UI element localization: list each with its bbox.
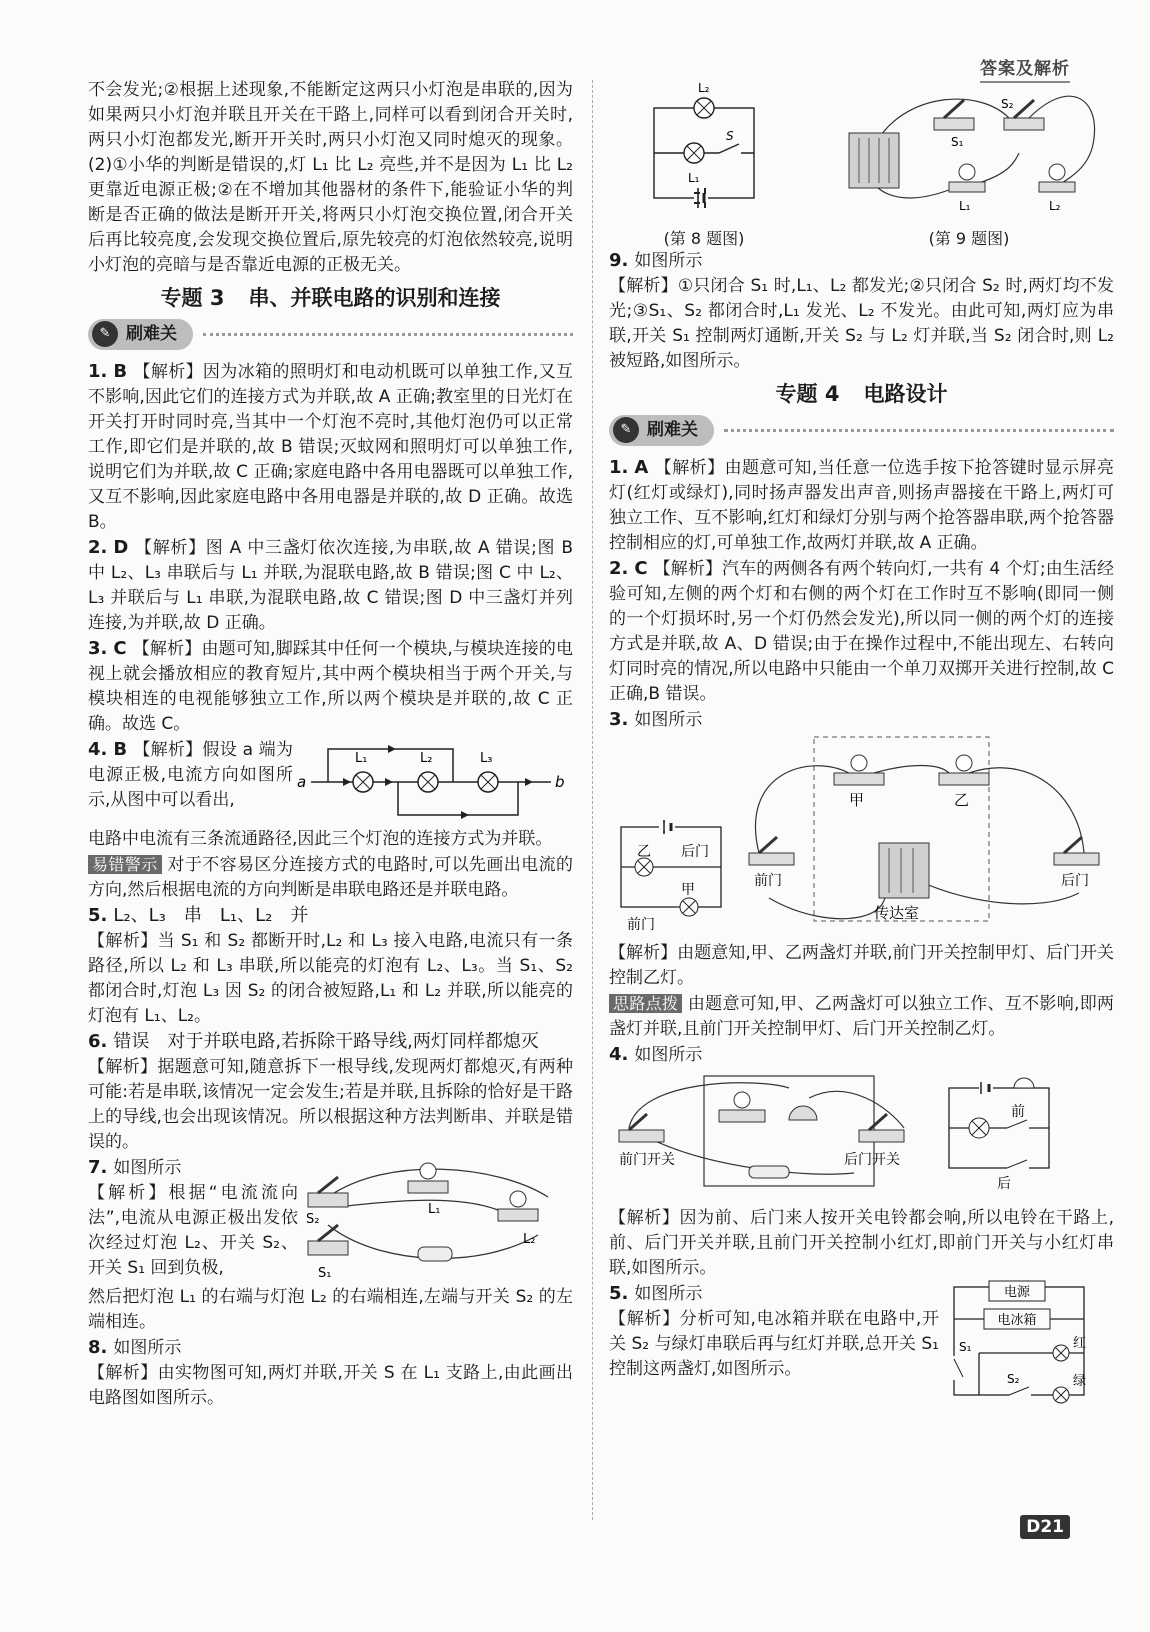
answer: C <box>113 638 127 659</box>
explanation: 【解析】由实物图可知,两灯并联,开关 S 在 L₁ 支路上,由此画出电路图如图所示。 <box>88 1363 573 1408</box>
q5-green-label: 绿 <box>1073 1374 1087 1389</box>
fig9-l2-label: L₂ <box>1049 199 1061 213</box>
question-number: 5. <box>88 905 108 926</box>
design-question-3-head <box>609 707 1114 733</box>
question-number: 7. <box>88 1157 108 1178</box>
q4-qian-label: 前 <box>1011 1104 1025 1120</box>
question-number: 2. <box>609 558 629 579</box>
question-number: 3. <box>609 709 629 730</box>
question-4 <box>88 737 573 827</box>
answer: 如图所示 <box>113 1338 182 1358</box>
explanation: 【解析】由题可知,脚踩其中任何一个模块,与模块连接的电视上就会播放相应的教育短片,其中两个模块相当于两个开关,与模块相连的电视能够独立工作,所以两个模块是并联的,故 C 正确。故选 C。 <box>88 639 573 734</box>
q3-qianmen-label: 前门 <box>627 917 655 933</box>
column-divider <box>592 80 593 1520</box>
page-number: D21 <box>1020 1515 1070 1539</box>
q3-back-switch-label: 后门 <box>1061 873 1089 889</box>
topic-title: 串、并联电路的识别和连接 <box>248 286 501 310</box>
question-number: 6. <box>88 1031 108 1052</box>
explanation: 【解析】分析可知,电冰箱并联在电路中,开关 S₂ 与绿灯串联后再与红灯并联,总开关 S₁ 控制这两盏灯,如图所示。 <box>609 1309 939 1379</box>
fig8-s-label: S <box>726 129 734 143</box>
q4-explanation: 【解析】因为前、后门来人按开关电铃都会响,所以电铃在干路上,前、后门开关并联,且前门开关控制小红灯,即前门开关与小红灯串联,如图所示。 <box>609 1208 1114 1278</box>
design-question-2 <box>609 556 1114 707</box>
topic-4-heading <box>609 382 1114 407</box>
q4-circuit-diagram <box>293 737 563 827</box>
fig9-l1-label: L₁ <box>959 199 971 213</box>
answer: 如图所示 <box>634 1284 703 1304</box>
book-icon: ✎ <box>613 417 639 443</box>
explanation-part-a: 【解析】假设 a 端为电源正极,电流方向如图所示,从图中可以看出, <box>88 740 293 810</box>
q5-power-label: 电源 <box>1003 1285 1031 1300</box>
question-number: 9. <box>609 250 629 271</box>
q5-red-label: 红 <box>1073 1336 1087 1351</box>
q3-yi-label: 乙 <box>637 844 651 860</box>
fig9-wiring <box>829 78 1109 218</box>
answer: B <box>113 361 128 382</box>
fig9-s2-label: S₂ <box>1001 97 1014 111</box>
answer: B <box>113 739 128 760</box>
question-number: 8. <box>88 1337 108 1358</box>
answer: L₂、L₃ 串 L₁、L₂ 并 <box>113 905 309 926</box>
q4-front-switch-label: 前门开关 <box>619 1152 675 1168</box>
badge-pill <box>88 319 193 350</box>
q5-s1-label: S₁ <box>959 1340 972 1354</box>
question-2 <box>88 535 573 636</box>
q4-text-continued: 电路中电流有三条流通路径,因此三个灯泡的连接方式为并联。 <box>88 829 553 849</box>
design-question-4-head <box>609 1042 1114 1068</box>
fig8-circuit <box>624 78 784 218</box>
question-number: 4. <box>609 1044 629 1065</box>
q7-text-continued: 然后把灯泡 L₁ 的右端与灯泡 L₂ 的右端相连,左端与开关 S₂ 的左端相连。 <box>88 1287 573 1332</box>
dotted-rule <box>724 428 1114 432</box>
answer: C <box>634 558 648 579</box>
explanation-part-a: 【解析】根据“电流流向法”,电流从电源正极出发依次经过灯泡 L₂、开关 S₂、开关 S₁ 回到负极, <box>88 1183 298 1278</box>
hint-text: 由题意可知,甲、乙两盏灯可以独立工作、互不影响,即两盏灯并联,且前门开关控制甲灯、后门开关控制乙灯。 <box>609 994 1114 1039</box>
question-number: 1. <box>88 361 108 382</box>
q3-design-diagram <box>609 733 1114 933</box>
question-number: 4. <box>88 739 108 760</box>
left-column <box>88 78 573 1411</box>
terminal-a-label: a <box>297 773 307 791</box>
explanation: 【解析】汽车的两侧各有两个转向灯,一共有 4 个灯;由生活经验可知,左侧的两个灯和右侧的两个灯在工作时互不影响(即同一侧的一个灯损坏时,另一个灯仍然会发光),所以同一侧的两个灯的连接方式是并联,故 A、D 错误;由于在操作过程中,不能出现左、右转向灯同时亮的情况,所以电路中只能由一个单刀双掷开关进行控制,故 C 正确,B 错误。 <box>609 559 1114 704</box>
badge-label: 刷难关 <box>647 419 698 440</box>
question-number: 3. <box>88 638 108 659</box>
figure-9 <box>824 78 1114 248</box>
fig8-l1-label: L₁ <box>688 171 700 185</box>
warning-text: 对于不容易区分连接方式的电路时,可以先画出电流的方向,然后根据电流的方向判断是串联电路还是并联电路。 <box>88 855 574 900</box>
dotted-rule <box>203 332 573 336</box>
figures-8-9 <box>609 78 1114 248</box>
question-number: 2. <box>88 537 108 558</box>
q4-text-left <box>88 737 293 827</box>
q4-back-switch-label: 后门开关 <box>844 1152 900 1168</box>
q5-text <box>609 1281 939 1401</box>
q3-explanation: 【解析】由题意知,甲、乙两盏灯并联,前门开关控制甲灯、后门开关控制乙灯。 <box>609 943 1114 988</box>
q5-circuit <box>939 1281 1099 1401</box>
right-column <box>609 78 1114 1401</box>
explanation: 【解析】据题意可知,随意拆下一根导线,发现两灯都熄灭,有两种可能:若是串联,该情况一定会发生;若是并联,且拆除的恰好是干路上的导线,也会出现该情况。所以根据这种方法判断串、并联是错误的。 <box>88 1057 573 1152</box>
q4-hou-label: 后 <box>997 1176 1011 1192</box>
topic-number: 专题 3 <box>160 286 225 310</box>
fig9-s1-label: S₁ <box>951 135 964 149</box>
design-question-1 <box>609 455 1114 556</box>
q7-wiring-diagram <box>298 1155 568 1285</box>
lamp-l3-label: L₃ <box>480 751 493 766</box>
header-title: 答案及解析 <box>980 54 1070 83</box>
q3-room-label: 传达室 <box>874 904 920 922</box>
question-9 <box>609 248 1114 374</box>
answer: 如图所示 <box>634 251 703 271</box>
question-number: 5. <box>609 1283 629 1304</box>
answer: A <box>634 457 649 478</box>
answer: 错误 对于并联电路,若拆除干路导线,两灯同样都熄灭 <box>113 1031 539 1052</box>
question-8 <box>88 1335 573 1411</box>
explanation: 【解析】当 S₁ 和 S₂ 都断开时,L₂ 和 L₃ 接入电路,电流只有一条路径,所以 L₂ 和 L₃ 串联,所以能亮的灯泡有 L₂、L₃。当 S₁、S₂ 都闭合时,灯泡 L₃ 因 S₂ 的闭合被短路,L₁ 和 L₂ 并联,所以能亮的灯泡有 L₁、L₂。 <box>88 931 573 1026</box>
section-badge <box>609 413 1114 447</box>
l1-label: L₁ <box>428 1202 441 1217</box>
q3-lamp-yi-label: 乙 <box>954 791 970 809</box>
topic-number: 专题 4 <box>775 382 840 406</box>
question-6 <box>88 1029 573 1155</box>
q4-design-diagram <box>609 1068 1114 1198</box>
fig8-caption: (第 8 题图) <box>663 229 745 248</box>
thinking-hint <box>609 991 1114 1042</box>
answer: D <box>113 537 129 558</box>
lamp-l2-label: L₂ <box>420 751 433 766</box>
question-7 <box>88 1155 573 1285</box>
l2-label: L₂ <box>523 1232 536 1247</box>
section-badge <box>88 317 573 351</box>
hint-tag: 思路点拨 <box>609 994 682 1013</box>
explanation: 【解析】图 A 中三盏灯依次连接,为串联,故 A 错误;图 B 中 L₂、L₃ 串联后与 L₁ 并联,为混联电路,故 B 错误;图 C 中 L₂、L₃ 并联后与 L₁ 串联,为混联电路,故 C 错误;图 D 中三盏灯并列连接,为并联,故 D 正确。 <box>88 538 573 633</box>
q3-houmen-label: 后门 <box>681 844 709 860</box>
s1-label: S₁ <box>318 1266 332 1281</box>
figure-8 <box>609 78 799 248</box>
question-3 <box>88 636 573 737</box>
s2-label: S₂ <box>306 1212 320 1227</box>
answer: 如图所示 <box>113 1158 182 1178</box>
book-icon: ✎ <box>92 321 118 347</box>
q3-front-switch-label: 前门 <box>754 873 782 889</box>
question-number: 1. <box>609 457 629 478</box>
explanation: 【解析】因为冰箱的照明灯和电动机既可以单独工作,又互不影响,因此它们的连接方式为并联,故 A 正确;教室里的日光灯在开关打开时同时亮,当其中一个灯泡不亮时,其他灯泡仍可以正常工作,即它们是并联的,故 B 错误;灭蚊网和照明灯可以单独工作,说明它们为并联,故 C 正确;家庭电路中各用电器既可以单独工作,又互不影响,因此家庭电路中各用电器是并联的,故 D 正确。故选 B。 <box>88 362 573 532</box>
terminal-b-label: b <box>555 773 565 791</box>
fig9-caption: (第 9 题图) <box>928 229 1010 248</box>
badge-pill <box>609 415 714 446</box>
explanation: 【解析】①只闭合 S₁ 时,L₁、L₂ 都发光;②只闭合 S₂ 时,两灯均不发光;③S₁、S₂ 都闭合时,L₁ 发光、L₂ 不发光。由此可知,两灯应为串联,开关 S₁ 控制两灯通断,开关 S₂ 与 L₂ 灯并联,当 S₂ 闭合时,则 L₂ 被短路,如图所示。 <box>609 276 1114 371</box>
intro-paragraph: 不会发光;②根据上述现象,不能断定这两只小灯泡是串联的,因为如果两只小灯泡并联且开关在干路上,同样可以看到闭合开关时,两只小灯泡都发光,断开开关时,两只小灯泡又同时熄灭的现象。(2)①小华的判断是错误的,灯 L₁ 比 L₂ 亮些,并不是因为 L₁ 比 L₂ 更靠近电源正极;②在不增加其他器材的条件下,能验证小华的判断是否正确的做法是断开开关,将两只小灯泡交换位置,闭合开关后再比较亮度,会发现交换位置后,原先较亮的灯泡依然较亮,说明小灯泡的亮暗与是否靠近电源的正极无关。 <box>88 80 573 275</box>
lamp-l1-label: L₁ <box>355 751 368 766</box>
badge-label: 刷难关 <box>126 323 177 344</box>
explanation: 【解析】由题意可知,当任意一位选手按下抢答键时显示屏亮灯(红灯或绿灯),同时扬声器发出声音,则扬声器接在干路上,两灯可独立工作、互不影响,红灯和绿灯分别与两个抢答器串联,两个抢答器控制相应的灯,可单独工作,故两灯并联,故 A 正确。 <box>609 458 1114 553</box>
q3-lamp-jia-label: 甲 <box>849 791 865 809</box>
question-5 <box>88 903 573 1029</box>
q5-fridge-label: 电冰箱 <box>997 1313 1037 1328</box>
question-1 <box>88 359 573 535</box>
fig8-l2-label: L₂ <box>698 81 710 95</box>
q5-s2-label: S₂ <box>1007 1372 1020 1386</box>
error-warning <box>88 852 573 903</box>
topic-title: 电路设计 <box>863 382 948 406</box>
answer: 如图所示 <box>634 710 703 730</box>
design-question-5 <box>609 1281 1114 1401</box>
q3-jia-label: 甲 <box>681 882 695 898</box>
topic-3-heading <box>88 286 573 311</box>
warning-tag: 易错警示 <box>88 855 162 874</box>
q7-text-left <box>88 1155 298 1285</box>
answer: 如图所示 <box>634 1045 703 1065</box>
